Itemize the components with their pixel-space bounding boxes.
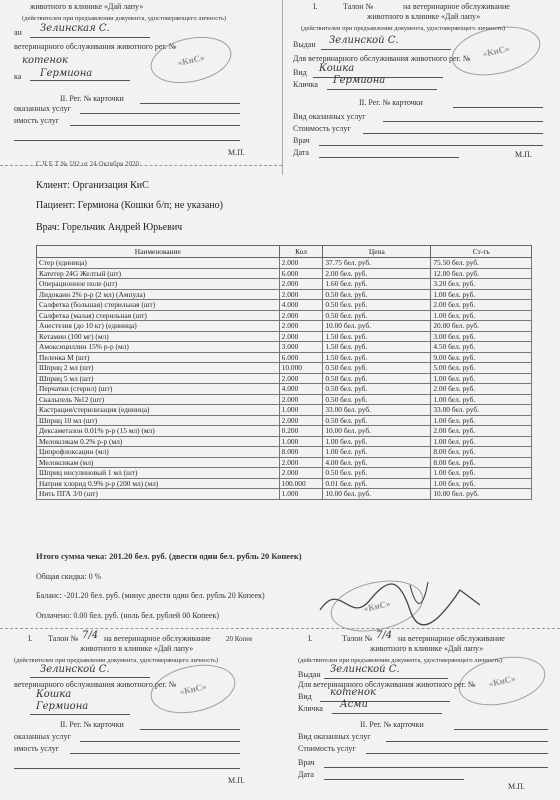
- table-row: [37, 384, 532, 395]
- cell-name: Кетамин (100 мг) (мл): [37, 331, 280, 342]
- services-table: [36, 245, 532, 500]
- cell-price: 1.50 бел. руб.: [323, 342, 431, 353]
- cell-cost: 1.00 бел. руб.: [431, 415, 532, 426]
- ticket-cost-label: имость услуг: [14, 744, 60, 753]
- cell-price: 0.50 бел. руб.: [323, 468, 431, 479]
- cell-qty: 4.000: [279, 384, 323, 395]
- balance-line: Баланс: -201.20 бел. руб. (минус двести один бел. рубль 20 Копеек): [36, 591, 265, 600]
- doctor-line: Врач: Горельчик Андрей Юрьевич: [36, 222, 183, 233]
- cell-name: Шприц 2 мл (шт): [37, 363, 280, 374]
- cell-name: Мелоксикам (мл): [37, 457, 280, 468]
- cell-cost: 2.00 бел. руб.: [431, 384, 532, 395]
- paid-line: Оплачено: 0.00 бел. руб. (ноль бел. рублей 00 Копеек): [36, 611, 220, 620]
- ticket-doctor-label: Врач: [293, 136, 310, 145]
- ticket-owner-handwritten: Зелинской С.: [40, 664, 110, 675]
- cell-qty: 2.000: [279, 394, 323, 405]
- cell-price: 10.00 бел. руб.: [323, 489, 431, 500]
- cell-cost: 9.00 бел. руб.: [431, 352, 532, 363]
- cell-price: 0.50 бел. руб.: [323, 363, 431, 374]
- cell-price: 0.50 бел. руб.: [323, 289, 431, 300]
- ticket-owner-underline: [324, 678, 448, 679]
- table-row: [37, 478, 532, 489]
- cell-cost: 3.00 бел. руб.: [431, 331, 532, 342]
- ticket-mp: М.П.: [515, 150, 532, 159]
- cell-qty: 2.000: [279, 415, 323, 426]
- ticket-title-rest: на ветеринарное обслуживание: [403, 2, 510, 11]
- ticket-title: Талон №: [342, 634, 373, 643]
- ticket-reg-card: II. Рег. № карточки: [360, 720, 424, 729]
- cell-cost: 1.00 бел. руб.: [431, 373, 532, 384]
- table-row: [37, 394, 532, 405]
- ticket-owner-handwritten: Зелинская С.: [40, 23, 110, 34]
- ticket-vet-line: ветеринарного обслуживания животного рег. №: [14, 42, 177, 51]
- table-row: [37, 447, 532, 458]
- top-right-ticket: [282, 0, 560, 175]
- ticket-owner-underline: [30, 677, 150, 678]
- cell-name: Стер (единица): [37, 258, 280, 269]
- col-header-name: Наименование: [37, 246, 280, 258]
- table-row: [37, 321, 532, 332]
- cell-cost: 4.50 бел. руб.: [431, 342, 532, 353]
- ticket-reg-card: II. Рег. № карточки: [60, 94, 124, 103]
- cell-name: Салфетка (малая) стерильная (шт): [37, 310, 280, 321]
- ticket-title: Талон №: [343, 2, 374, 11]
- ticket-blank-underline: [14, 140, 240, 141]
- col-header-cost: Ст-ть: [431, 246, 532, 258]
- cell-qty: 2.000: [279, 457, 323, 468]
- cell-cost: 20.00 бел. руб.: [431, 321, 532, 332]
- discount-line: Общая скидка: 0 %: [36, 572, 102, 581]
- ticket-cost-underline: [70, 125, 240, 126]
- ticket-doctor-underline: [319, 145, 543, 146]
- ticket-name-underline: [30, 80, 130, 81]
- ticket-clinic-line: животного в клинике «Дай лапу»: [367, 12, 481, 21]
- cell-qty: 2.000: [279, 331, 323, 342]
- cell-price: 0.01 бел. руб.: [323, 478, 431, 489]
- ticket-name-handwritten: Гермиона: [36, 701, 89, 712]
- ticket-name-underline: [327, 89, 437, 90]
- table-row: [37, 258, 532, 269]
- cell-cost: 1.00 бел. руб.: [431, 289, 532, 300]
- cell-cost: 1.00 бел. руб.: [431, 310, 532, 321]
- cell-qty: 2.000: [279, 373, 323, 384]
- ticket-owner-handwritten: Зелинской С.: [330, 664, 400, 675]
- ticket-name-label: ка: [14, 72, 22, 81]
- ticket-name-handwritten: Гермиона: [40, 68, 93, 79]
- table-row: [37, 363, 532, 374]
- cell-price: 10.00 бел. руб.: [323, 321, 431, 332]
- cell-name: Катетер 24G Желтый (шт): [37, 268, 280, 279]
- table-row: [37, 310, 532, 321]
- cell-cost: 33.00 бел. руб.: [431, 405, 532, 416]
- ticket-validity-note: (действителен при предъявлении документа, удостоверяющего личность): [301, 25, 506, 32]
- cell-qty: 4.000: [279, 300, 323, 311]
- cell-price: 4.00 бел. руб.: [323, 457, 431, 468]
- ticket-name-label: Кличка: [298, 704, 323, 713]
- ticket-services-underline: [386, 741, 548, 742]
- top-left-ticket: [0, 0, 280, 165]
- cell-name: Салфетка (большая) стерильная (шт): [37, 300, 280, 311]
- table-row: [37, 457, 532, 468]
- col-header-price: Цена: [323, 246, 431, 258]
- ticket-cost-label: Стоимость услуг: [293, 124, 351, 133]
- cell-cost: 75.50 бел. руб.: [431, 258, 532, 269]
- cell-cost: 12.00 бел. руб.: [431, 268, 532, 279]
- cell-price: 1.00 бел. руб.: [323, 447, 431, 458]
- cell-price: 33.00 бел. руб.: [323, 405, 431, 416]
- ticket-owner-underline: [321, 49, 451, 50]
- ticket-species-label: Вид: [293, 68, 307, 77]
- ticket-issued-label: Выдан: [298, 670, 321, 679]
- cell-name: Ципрофлоксацин (мл): [37, 447, 280, 458]
- ticket-cost-label: Стоимость услуг: [298, 744, 356, 753]
- cell-qty: 10.000: [279, 363, 323, 374]
- cell-cost: 1.00 бел. руб.: [431, 478, 532, 489]
- ticket-vet-line: Для ветеринарного обслуживания животного рег. №: [298, 680, 476, 689]
- ticket-name-label: Кличка: [293, 80, 318, 89]
- cell-price: 0.50 бел. руб.: [323, 384, 431, 395]
- check-header: С Ч Е Т № 592 от 24 Октября 2020: [36, 160, 139, 168]
- cell-qty: 2.000: [279, 468, 323, 479]
- col-header-qty: Кол: [279, 246, 323, 258]
- clinic-stamp: «КиС»: [447, 19, 545, 83]
- ticket-clinic-line: животного в клинике «Дай лапу»: [80, 644, 194, 653]
- ticket-issued-label: ан: [14, 28, 22, 37]
- cell-qty: 2.000: [279, 321, 323, 332]
- ticket-clinic-line: животного в клинике «Дай лапу»: [30, 2, 144, 11]
- cell-price: 0.50 бел. руб.: [323, 300, 431, 311]
- cell-name: Шприц инсулиновый 1 мл (шт): [37, 468, 280, 479]
- ticket-name-handwritten: Гермиона: [333, 75, 386, 86]
- ticket-doctor-underline: [324, 767, 548, 768]
- cell-price: 37.75 бел. руб.: [323, 258, 431, 269]
- cell-qty: 6.000: [279, 352, 323, 363]
- ticket-clinic-line: животного в клинике «Дай лапу»: [370, 644, 484, 653]
- table-row: [37, 436, 532, 447]
- ticket-services-label: Вид оказанных услуг: [298, 732, 371, 741]
- ticket-services-underline: [80, 741, 240, 742]
- clinic-stamp: «КиС»: [146, 658, 240, 721]
- cell-name: Перчатки (стерил) (шт): [37, 384, 280, 395]
- table-row: [37, 279, 532, 290]
- table-row: [37, 468, 532, 479]
- ticket-title: Талон №: [48, 634, 79, 643]
- table-row: [37, 373, 532, 384]
- cell-qty: 1.000: [279, 405, 323, 416]
- table-row: [37, 426, 532, 437]
- ticket-cost-underline: [363, 133, 543, 134]
- cell-name: Анестезия (до 10 кг) (единица): [37, 321, 280, 332]
- clinic-stamp: «КиС»: [454, 649, 550, 712]
- total-line: Итого сумма чека: 201.20 бел. руб. (двести один бел. рубль 20 Копеек): [36, 551, 302, 561]
- ticket-species-handwritten: Кошка: [36, 689, 72, 700]
- ticket-services-label: оказанных услуг: [14, 732, 71, 741]
- cell-cost: 1.00 бел. руб.: [431, 436, 532, 447]
- table-header-row: [37, 246, 532, 258]
- cell-qty: 2.000: [279, 310, 323, 321]
- cell-name: Шприц 5 мл (шт): [37, 373, 280, 384]
- cell-price: 10.00 бел. руб.: [323, 426, 431, 437]
- ticket-date-underline: [324, 779, 464, 780]
- cell-name: Дексаметазон 0.01% р-р (15 мл) (мл): [37, 426, 280, 437]
- cell-qty: 100.000: [279, 478, 323, 489]
- ticket-date-label: Дата: [298, 770, 314, 779]
- ticket-blank-underline: [14, 768, 240, 769]
- cell-name: Мелоксикам 0.2% р-р (мл): [37, 436, 280, 447]
- cell-name: Кастрация/стерилизация (единица): [37, 405, 280, 416]
- ticket-date-label: Дата: [293, 148, 309, 157]
- table-row: [37, 415, 532, 426]
- cell-price: 0.50 бел. руб.: [323, 310, 431, 321]
- ticket-vet-line: Для ветеринарного обслуживания животного рег. №: [293, 54, 471, 63]
- cell-price: 0.50 бел. руб.: [323, 373, 431, 384]
- cut-line: [0, 628, 560, 629]
- table-row: [37, 300, 532, 311]
- ticket-cost-underline: [366, 753, 548, 754]
- ticket-roman: I.: [28, 634, 33, 643]
- cell-cost: 8.00 бел. руб.: [431, 447, 532, 458]
- ticket-name-underline: [332, 713, 442, 714]
- cell-name: Пеленка М (шт): [37, 352, 280, 363]
- ticket-services-label: оказанных услуг: [14, 104, 71, 113]
- ticket-species-handwritten: Кошка: [319, 63, 355, 74]
- cell-cost: 8.00 бел. руб.: [431, 457, 532, 468]
- cell-qty: 8.000: [279, 447, 323, 458]
- cell-price: 1.50 бел. руб.: [323, 352, 431, 363]
- cell-qty: 0.200: [279, 426, 323, 437]
- cell-cost: 1.00 бел. руб.: [431, 394, 532, 405]
- ticket-reg-underline: [454, 729, 548, 730]
- cell-qty: 1.000: [279, 489, 323, 500]
- ticket-number-handwritten: 7/4: [82, 630, 99, 641]
- clinic-stamp: «КиС»: [146, 30, 235, 90]
- cell-qty: 2.000: [279, 258, 323, 269]
- cell-cost: 3.20 бел. руб.: [431, 279, 532, 290]
- cell-cost: 10.00 бел. руб.: [431, 489, 532, 500]
- table-body: [37, 258, 532, 500]
- cell-price: 0.50 бел. руб.: [323, 415, 431, 426]
- ticket-reg-card: II. Рег. № карточки: [359, 98, 423, 107]
- ticket-species-label: Вид: [298, 692, 312, 701]
- ticket-doctor-label: Врач: [298, 758, 315, 767]
- cell-qty: 2.000: [279, 289, 323, 300]
- cell-qty: 3.000: [279, 342, 323, 353]
- cell-name: Амоксициллин 15% р-р (мл): [37, 342, 280, 353]
- cell-cost: 2.00 бел. руб.: [431, 426, 532, 437]
- cell-name: Скальпель №12 (шт): [37, 394, 280, 405]
- cell-price: 2.00 бел. руб.: [323, 268, 431, 279]
- ticket-species-handwritten: котенок: [22, 55, 68, 66]
- ticket-title-rest: на ветеринарное обслуживание: [104, 634, 211, 643]
- table-row: [37, 489, 532, 500]
- ticket-date-underline: [319, 157, 459, 158]
- ticket-mp: М.П.: [228, 776, 245, 785]
- ticket-owner-handwritten: Зелинской С.: [329, 35, 399, 46]
- cell-name: Лидокаин 2% р-р (2 мл) (Ампула): [37, 289, 280, 300]
- ticket-number-handwritten: 7/4: [376, 630, 393, 641]
- ticket-validity-note: (действителен при предъявлении документа, удостоверяющего личность): [22, 15, 227, 22]
- ticket-roman: I.: [308, 634, 313, 643]
- bottom-left-ticket: [0, 630, 282, 800]
- cell-name: Операционное поле (шт): [37, 279, 280, 290]
- ticket-cost-label: имость услуг: [14, 116, 60, 125]
- ticket-owner-underline: [30, 37, 150, 38]
- cell-cost: 2.00 бел. руб.: [431, 300, 532, 311]
- cell-cost: 5.00 бел. руб.: [431, 363, 532, 374]
- ticket-mp: М.П.: [228, 148, 245, 157]
- ticket-vet-line: ветеринарного обслуживания животного рег. №: [14, 680, 177, 689]
- cell-price: 0.50 бел. руб.: [323, 394, 431, 405]
- ticket-issued-label: Выдан: [293, 40, 316, 49]
- ticket-cost-underline: [70, 753, 240, 754]
- table-row: [37, 268, 532, 279]
- ticket-services-label: Вид оказанных услуг: [293, 112, 366, 121]
- cell-cost: 1.00 бел. руб.: [431, 468, 532, 479]
- ticket-name-underline: [30, 714, 130, 715]
- table-row: [37, 342, 532, 353]
- ticket-reg-underline: [453, 107, 543, 108]
- clinic-stamp: «КиС»: [326, 573, 428, 639]
- ticket-mp: М.П.: [508, 782, 525, 791]
- cell-price: 1.50 бел. руб.: [323, 331, 431, 342]
- ticket-validity-note: (действителен при предъявлении документа, удостоверяющего личность): [298, 657, 503, 664]
- cell-name: Шприц 10 мл (шт): [37, 415, 280, 426]
- ticket-name-handwritten: Асми: [340, 699, 368, 710]
- cell-qty: 2.000: [279, 279, 323, 290]
- table-row: [37, 352, 532, 363]
- ticket-validity-note: (действителен при предъявлении документа, удостоверяющего личность): [14, 657, 219, 664]
- cell-qty: 6.000: [279, 268, 323, 279]
- cell-name: Нить ПГА 3/0 (шт): [37, 489, 280, 500]
- table-row: [37, 405, 532, 416]
- cell-price: 1.60 бел. руб.: [323, 279, 431, 290]
- ticket-services-underline: [80, 113, 240, 114]
- ticket-title-rest: на ветеринарное обслуживание: [398, 634, 505, 643]
- client-line: Клиент: Организация КиС: [36, 180, 149, 191]
- ticket-reg-card: II. Рег. № карточки: [60, 720, 124, 729]
- ticket-corner-text: 20 Копее: [226, 635, 253, 643]
- ticket-services-underline: [383, 121, 543, 122]
- ticket-species-handwritten: котенок: [330, 687, 376, 698]
- patient-line: Пациент: Гермиона (Кошки б/п; не указано): [36, 200, 223, 211]
- cell-qty: 1.000: [279, 436, 323, 447]
- cell-price: 1.00 бел. руб.: [323, 436, 431, 447]
- bottom-right-ticket: [290, 630, 558, 800]
- cell-name: Натрия хлорид 0.9% р-р (200 мл) (мл): [37, 478, 280, 489]
- ticket-reg-underline: [140, 103, 240, 104]
- ticket-reg-underline: [140, 729, 240, 730]
- ticket-roman: I.: [313, 2, 318, 11]
- table-row: [37, 289, 532, 300]
- table-row: [37, 331, 532, 342]
